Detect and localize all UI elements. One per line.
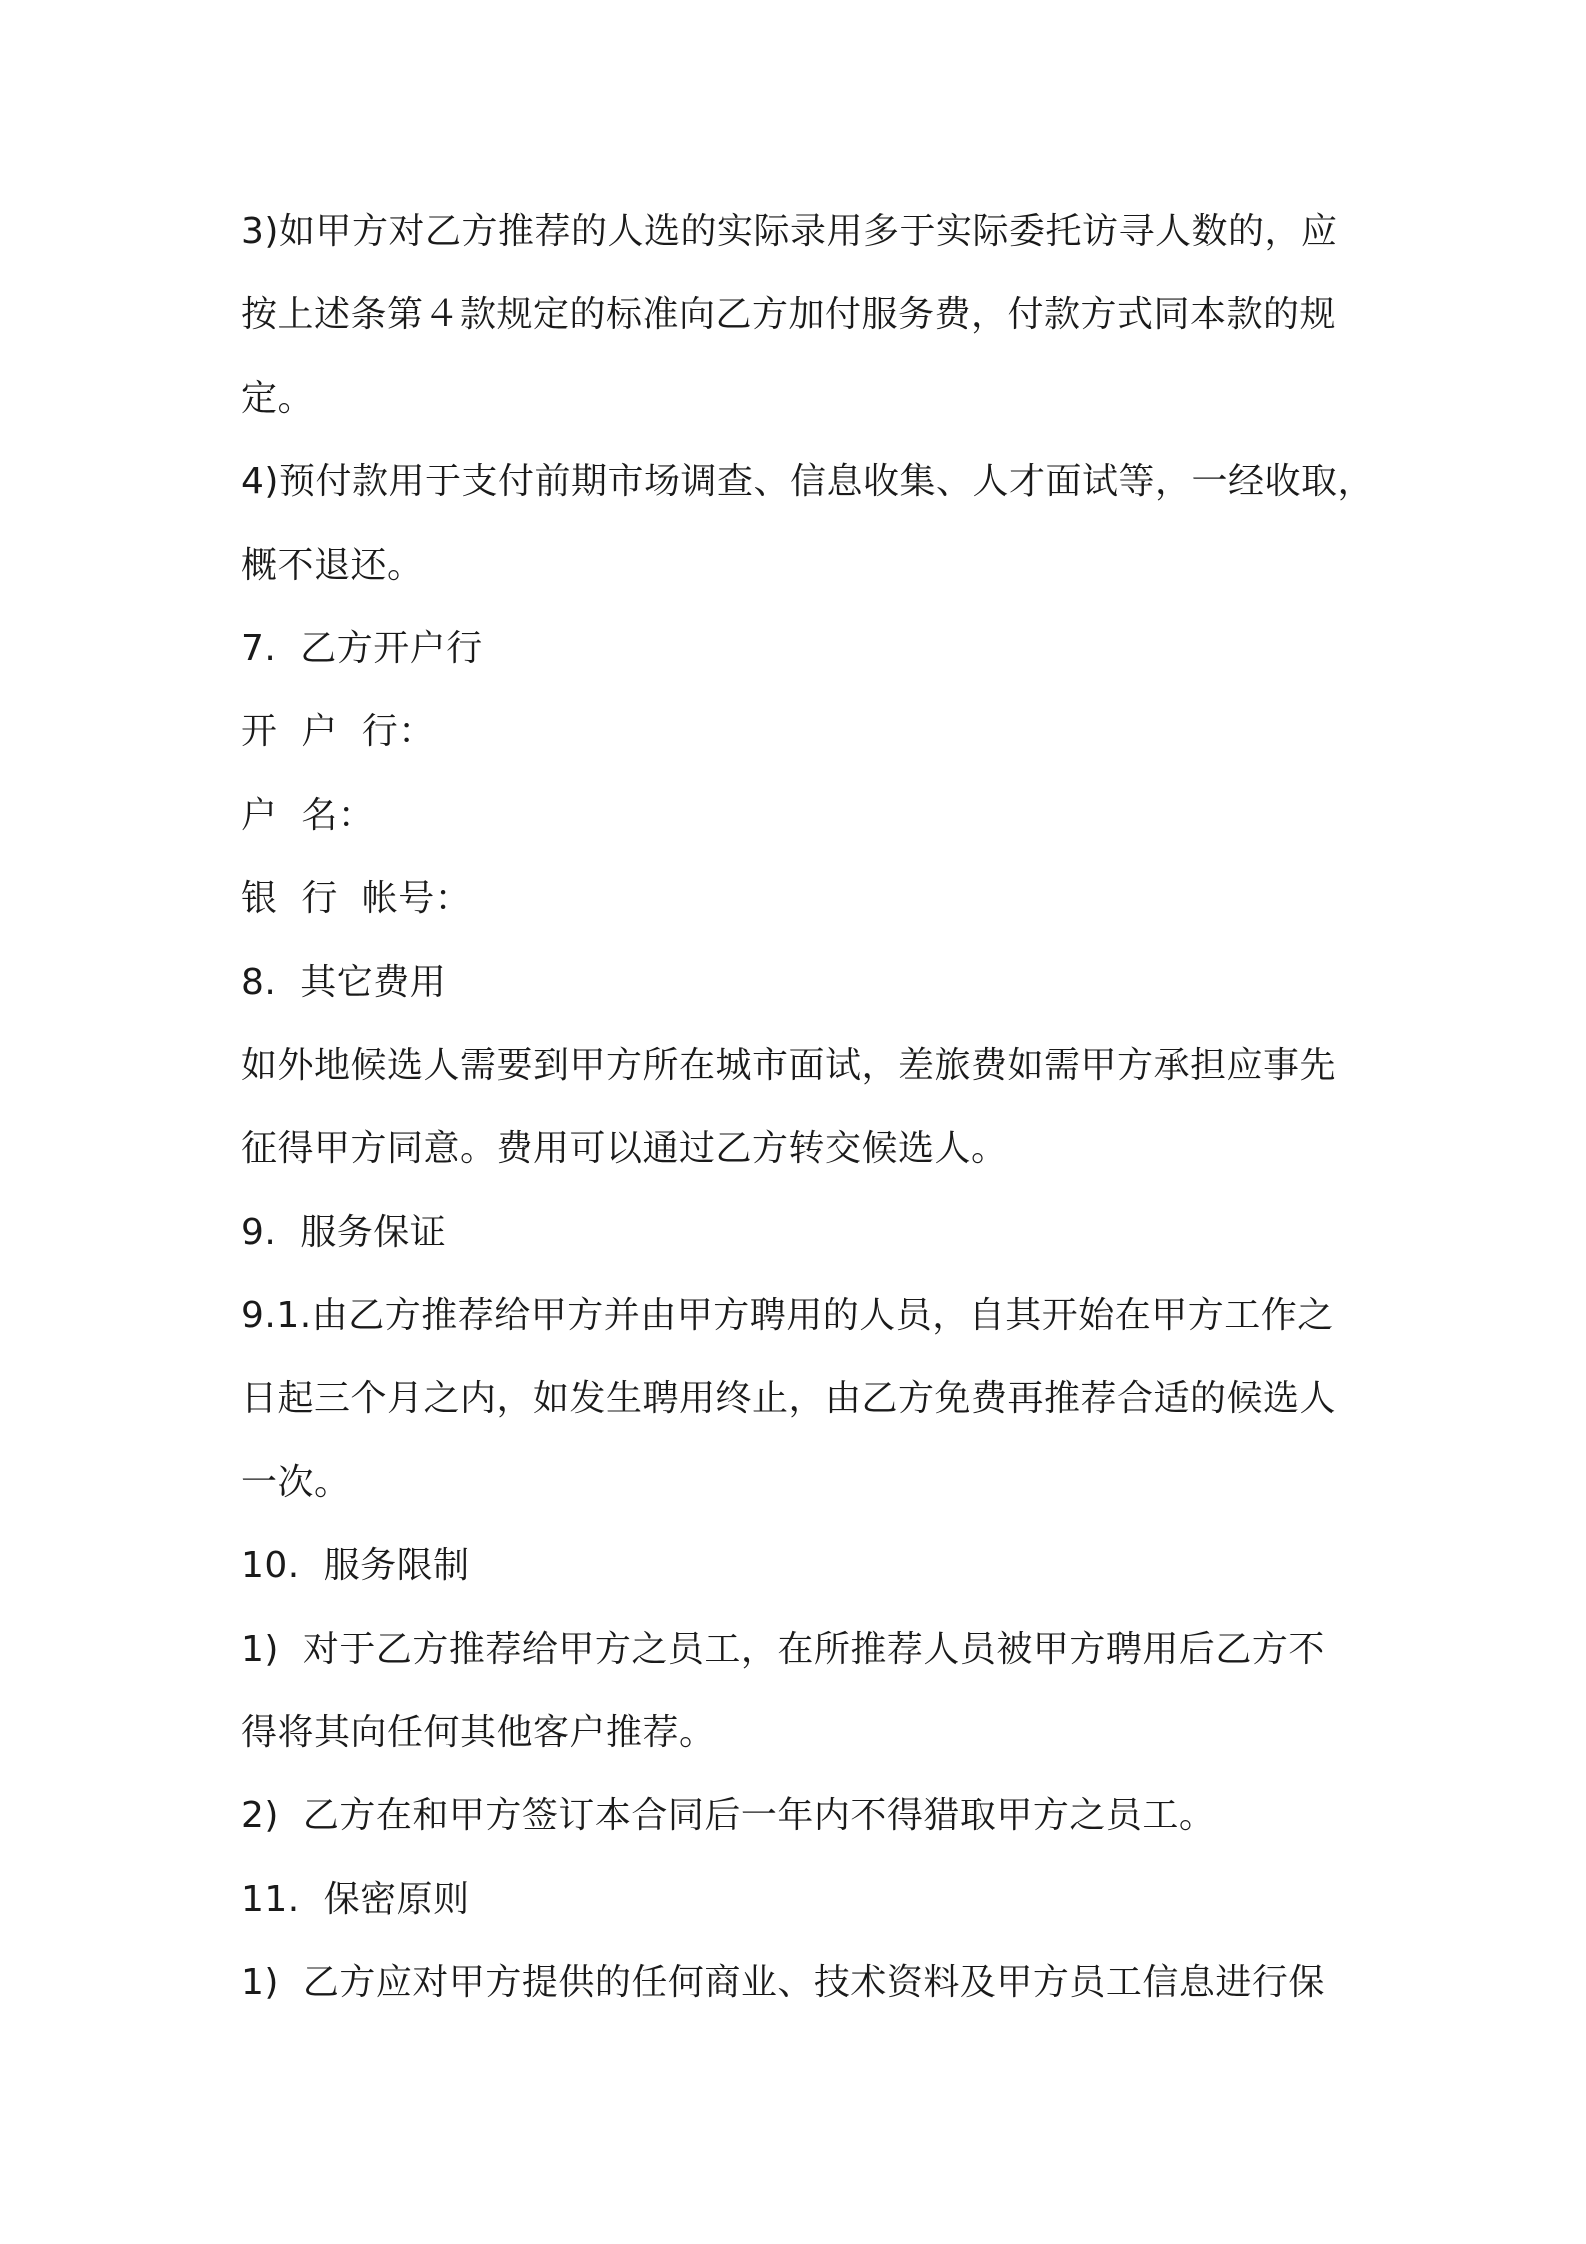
clause-9-1-line-2: 日起三个月之内，如发生聘用终止，由乙方免费再推荐合适的候选人 [241, 1378, 1337, 1420]
clause-9-1-line-1: 9.1.由乙方推荐给甲方并由甲方聘用的人员，自其开始在甲方工作之 [241, 1295, 1334, 1337]
document-body [241, 190, 1374, 2025]
bank-name-field: 开 户 行： [241, 711, 435, 753]
clause-6-3-line-3: 定。 [241, 377, 315, 419]
clause-6-3-line-1: 3)如甲方对乙方推荐的人选的实际录用多于实际委托访寻人数的，应 [241, 211, 1338, 252]
clause-9-1-line-3: 一次。 [241, 1461, 351, 1503]
clause-10-2-line-1: 2) 乙方在和甲方签订本合同后一年内不得猎取甲方之员工。 [241, 1795, 1216, 1837]
clause-6-4-line-2: 概不退还。 [241, 544, 424, 586]
section-11-heading: 11. 保密原则 [241, 1878, 470, 1920]
section-8-line-2: 征得甲方同意。费用可以通过乙方转交候选人。 [241, 1128, 1008, 1170]
clause-11-1-line-1: 1) 乙方应对甲方提供的任何商业、技术资料及甲方员工信息进行保 [241, 1962, 1325, 2004]
clause-10-1-line-2: 得将其向任何其他客户推荐。 [241, 1712, 716, 1754]
section-8-line-1: 如外地候选人需要到甲方所在城市面试，差旅费如需甲方承担应事先 [241, 1044, 1337, 1086]
clause-6-4-line-1: 4)预付款用于支付前期市场调查、信息收集、人才面试等，一经收取， [241, 461, 1374, 503]
account-name-field: 户 名： [241, 794, 375, 836]
section-8-heading: 8. 其它费用 [241, 961, 447, 1003]
section-7-heading: 7. 乙方开户行 [241, 627, 483, 669]
clause-6-3-line-2: 按上述条第４款规定的标准向乙方加付服务费，付款方式同本款的规 [241, 294, 1337, 336]
section-10-heading: 10. 服务限制 [241, 1545, 470, 1587]
section-9-heading: 9. 服务保证 [241, 1211, 447, 1253]
clause-10-1-line-1: 1) 对于乙方推荐给甲方之员工，在所推荐人员被甲方聘用后乙方不 [241, 1628, 1325, 1670]
account-number-field: 银 行 帐号： [241, 878, 472, 920]
